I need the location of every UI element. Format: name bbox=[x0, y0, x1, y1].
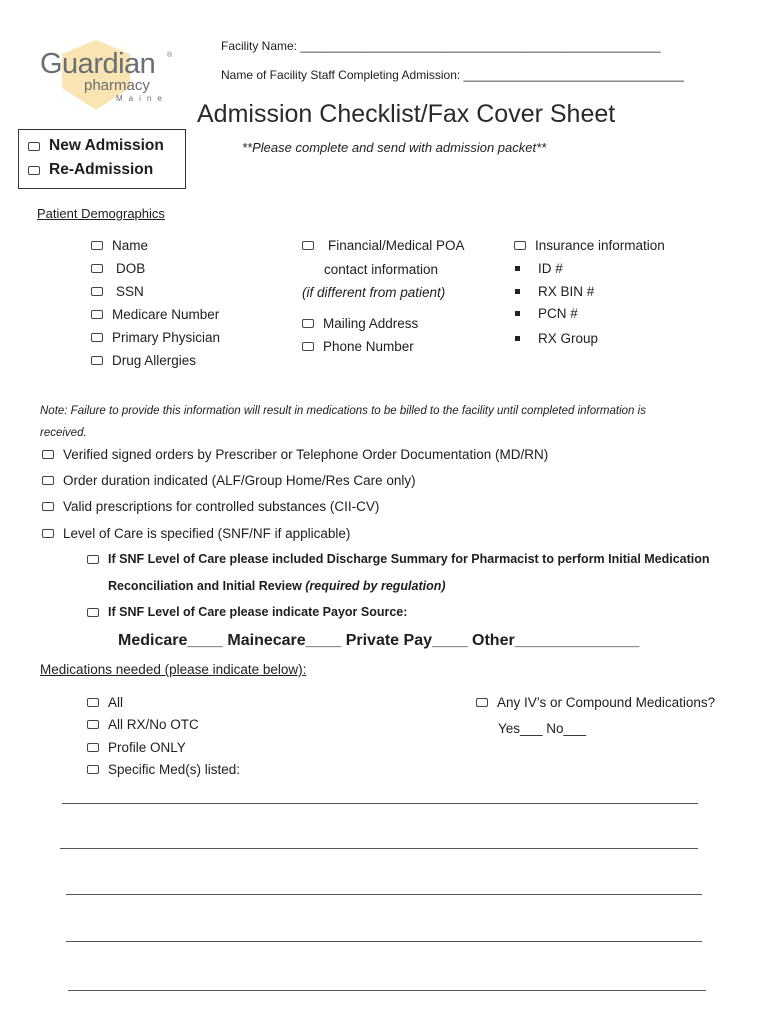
demo-insurance[interactable] bbox=[514, 238, 665, 253]
med-profile-only[interactable] bbox=[87, 740, 186, 755]
demo-phone[interactable] bbox=[302, 339, 414, 354]
poa-line2: contact information bbox=[324, 262, 439, 277]
med-specific[interactable] bbox=[87, 762, 240, 777]
page-title: Admission Checklist/Fax Cover Sheet bbox=[197, 100, 616, 128]
demo-name[interactable] bbox=[91, 238, 148, 253]
checkbox[interactable] bbox=[42, 476, 54, 485]
new-admission-label: New Admission bbox=[49, 137, 164, 154]
checkbox[interactable] bbox=[42, 450, 54, 459]
med-label: All RX/No OTC bbox=[108, 717, 199, 732]
snf-discharge-label: If SNF Level of Care please included Discharge Summary for Pharmacist to perform Initial Medication bbox=[108, 552, 710, 566]
check-prescriptions[interactable] bbox=[42, 499, 379, 514]
demo-physician[interactable] bbox=[91, 330, 220, 345]
demographics-heading: Patient Demographics bbox=[37, 206, 165, 221]
note-line1: Note: Failure to provide this information will result in medications to be billed to the facility until completed information is bbox=[40, 405, 646, 417]
snf-discharge-option[interactable] bbox=[87, 552, 710, 566]
checkbox[interactable] bbox=[91, 333, 103, 342]
insurance-pcn bbox=[515, 306, 578, 321]
check-label: Order duration indicated (ALF/Group Home/Res Care only) bbox=[63, 473, 416, 488]
checkbox[interactable] bbox=[87, 608, 99, 617]
demo-medicare[interactable] bbox=[91, 307, 219, 322]
re-admission-label: Re-Admission bbox=[49, 161, 154, 178]
med-write-line[interactable] bbox=[62, 803, 698, 804]
checkbox[interactable] bbox=[87, 765, 99, 774]
demo-poa[interactable] bbox=[302, 238, 465, 253]
bullet-icon bbox=[515, 266, 520, 271]
checkbox[interactable] bbox=[91, 310, 103, 319]
iv-answer[interactable]: Yes___ No___ bbox=[498, 721, 587, 736]
demo-label: DOB bbox=[116, 261, 146, 276]
checkbox[interactable] bbox=[42, 502, 54, 511]
logo-state: Maine bbox=[116, 94, 168, 103]
demo-label: Primary Physician bbox=[112, 330, 221, 345]
med-write-line[interactable] bbox=[66, 941, 702, 942]
bullet-label: PCN # bbox=[538, 306, 578, 321]
demo-label: SSN bbox=[116, 284, 144, 299]
check-label: Level of Care is specified (SNF/NF if applicable) bbox=[63, 526, 351, 541]
logo-registered-mark: ® bbox=[167, 52, 173, 59]
checkbox[interactable] bbox=[476, 698, 488, 707]
bullet-icon bbox=[515, 336, 520, 341]
med-label: Specific Med(s) listed: bbox=[108, 762, 241, 777]
checkbox[interactable] bbox=[87, 698, 99, 707]
new-admission-option[interactable] bbox=[28, 137, 164, 155]
iv-label: Any IV’s or Compound Medications? bbox=[497, 695, 716, 710]
demo-label: Medicare Number bbox=[112, 307, 220, 322]
check-verified-orders[interactable] bbox=[42, 447, 548, 462]
snf-payor-label: If SNF Level of Care please indicate Payor Source: bbox=[108, 605, 408, 619]
demo-dob[interactable] bbox=[91, 261, 145, 276]
check-level-of-care[interactable] bbox=[42, 526, 350, 541]
demo-label: Phone Number bbox=[323, 339, 414, 354]
logo bbox=[38, 40, 178, 112]
checkbox[interactable] bbox=[28, 142, 40, 151]
checkbox[interactable] bbox=[91, 356, 103, 365]
insurance-rxgroup bbox=[515, 331, 598, 346]
logo-wordmark: Guardian bbox=[40, 48, 156, 80]
note-line2: received. bbox=[40, 427, 87, 439]
facility-name-field[interactable]: Facility Name: ______________________________________________________ bbox=[221, 39, 661, 53]
logo-subtitle: pharmacy bbox=[84, 77, 150, 94]
payor-options[interactable]: Medicare____ Mainecare____ Private Pay____ Other______________ bbox=[118, 632, 640, 649]
checkbox[interactable] bbox=[87, 720, 99, 729]
demo-label: Name bbox=[112, 238, 149, 253]
checkbox[interactable] bbox=[87, 743, 99, 752]
checkbox[interactable] bbox=[514, 241, 526, 250]
demo-label: Financial/Medical POA bbox=[328, 238, 465, 253]
checkbox[interactable] bbox=[302, 241, 314, 250]
re-admission-option[interactable] bbox=[28, 161, 153, 179]
demo-label: Mailing Address bbox=[323, 316, 419, 331]
demo-label: Drug Allergies bbox=[112, 353, 197, 368]
med-label: Profile ONLY bbox=[108, 740, 186, 755]
medications-heading: Medications needed (please indicate below): bbox=[40, 662, 307, 677]
bullet-label: ID # bbox=[538, 261, 563, 276]
checkbox[interactable] bbox=[42, 529, 54, 538]
demo-ssn[interactable] bbox=[91, 284, 144, 299]
check-order-duration[interactable] bbox=[42, 473, 416, 488]
demo-mailing[interactable] bbox=[302, 316, 418, 331]
bullet-icon bbox=[515, 289, 520, 294]
bullet-icon bbox=[515, 311, 520, 316]
snf-discharge-line2 bbox=[108, 579, 446, 593]
bullet-label: RX BIN # bbox=[538, 284, 595, 299]
med-write-line[interactable] bbox=[66, 894, 702, 895]
check-label: Valid prescriptions for controlled substances (CII-CV) bbox=[63, 499, 380, 514]
checkbox[interactable] bbox=[91, 241, 103, 250]
snf-discharge-line2b: (required by regulation) bbox=[305, 579, 446, 593]
checkbox[interactable] bbox=[28, 166, 40, 175]
check-label: Verified signed orders by Prescriber or Telephone Order Documentation (MD/RN) bbox=[63, 447, 549, 462]
checkbox[interactable] bbox=[302, 319, 314, 328]
facility-staff-field[interactable]: Name of Facility Staff Completing Admission: _________________________________ bbox=[221, 68, 684, 82]
iv-compound-option[interactable] bbox=[476, 695, 715, 710]
med-rx-no-otc[interactable] bbox=[87, 717, 199, 732]
checkbox[interactable] bbox=[302, 342, 314, 351]
demo-label: Insurance information bbox=[535, 238, 665, 253]
checkbox[interactable] bbox=[87, 555, 99, 564]
poa-line3: (if different from patient) bbox=[302, 285, 446, 300]
med-all[interactable] bbox=[87, 695, 123, 710]
med-write-line[interactable] bbox=[60, 848, 698, 849]
bullet-label: RX Group bbox=[538, 331, 599, 346]
med-write-line[interactable] bbox=[68, 990, 706, 991]
snf-payor-option[interactable] bbox=[87, 605, 407, 619]
insurance-id bbox=[515, 261, 563, 276]
demo-allergies[interactable] bbox=[91, 353, 196, 368]
med-label: All bbox=[108, 695, 124, 710]
snf-discharge-line2a: Reconciliation and Initial Review bbox=[108, 579, 306, 593]
insurance-rxbin bbox=[515, 284, 594, 299]
instruction-text: **Please complete and send with admission packet** bbox=[242, 140, 547, 155]
checkbox[interactable] bbox=[91, 287, 103, 296]
checkbox[interactable] bbox=[91, 264, 103, 273]
